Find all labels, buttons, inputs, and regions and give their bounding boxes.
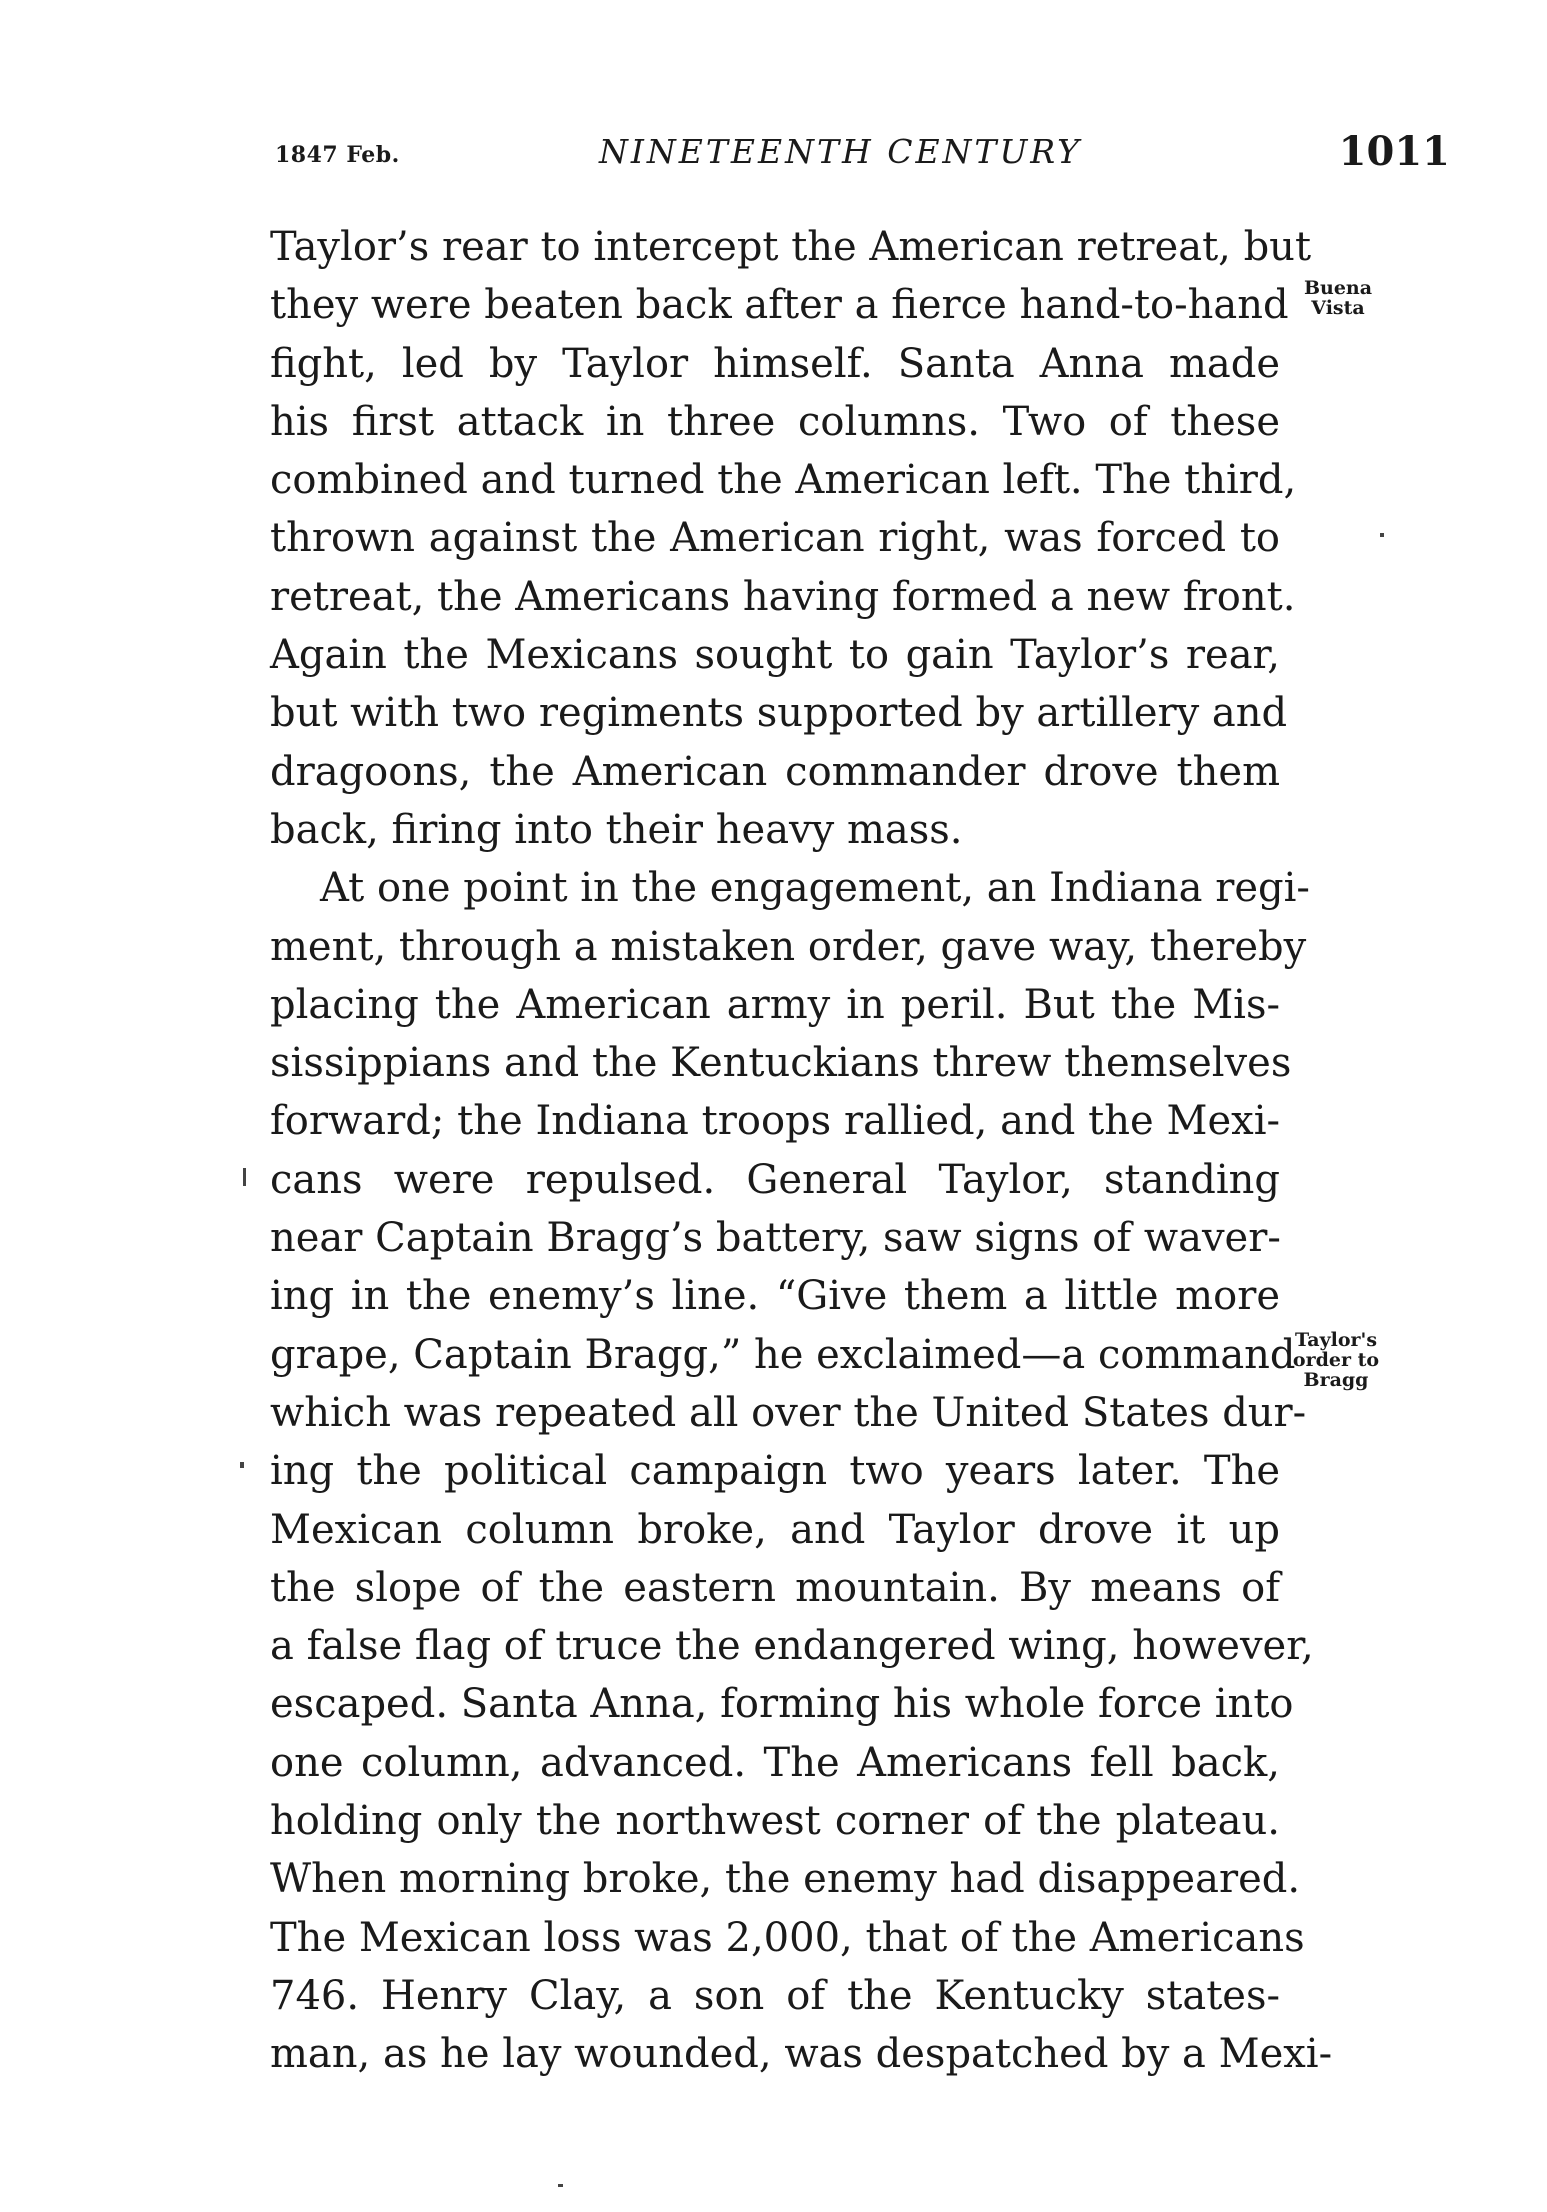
text-line: his first attack in three columns. Two of these [270,398,1280,445]
text-line: At one point in the engagement, an Indiana regi- [320,865,1310,912]
print-speck [558,2184,563,2187]
text-line: 746. Henry Clay, a son of the Kentucky states- [270,1972,1280,2019]
text-line: Mexican column broke, and Taylor drove it up [270,1506,1280,1553]
text-line: combined and turned the American left. The third, [270,457,1297,504]
text-line: a false flag of truce the endangered wing, however, [270,1623,1314,1670]
marginal-note-taylors-order [1290,1330,1382,1390]
page-number: 1011 [1338,128,1450,175]
running-head [275,128,1450,178]
header-date: 1847 Feb. [275,142,400,168]
text-line: thrown against the American right, was forced to [270,515,1280,562]
text-line: Taylor’s rear to intercept the American retreat, but [270,224,1312,270]
text-line: forward; the Indiana troops rallied, and the Mexi- [270,1098,1280,1145]
text-line: placing the American army in peril. But the Mis- [270,981,1280,1028]
print-speck [1380,533,1384,537]
marginal-note-line: Bragg [1303,1369,1369,1391]
text-line: When morning broke, the enemy had disappeared. [270,1856,1301,1903]
text-line: holding only the northwest corner of the plateau. [270,1798,1280,1845]
body-text [270,218,1333,2084]
text-line: the slope of the eastern mountain. By means of [270,1564,1280,1611]
text-line: ing the political campaign two years later. The [270,1448,1280,1495]
text-line: cans were repulsed. General Taylor, standing [270,1156,1280,1203]
marginal-note-line: Vista [1311,297,1365,319]
text-line: back, firing into their heavy mass. [270,806,963,853]
text-line: The Mexican loss was 2,000, that of the Americans [270,1914,1305,1961]
text-line: dragoons, the American commander drove them [270,748,1280,795]
text-line: retreat, the Americans having formed a new front. [270,573,1296,620]
text-line: ing in the enemy’s line. “Give them a little more [270,1273,1280,1320]
text-line: near Captain Bragg’s battery, saw signs of waver- [270,1215,1281,1262]
marginal-note-line: Buena [1303,277,1373,299]
text-line: they were beaten back after a fierce hand-to-hand [270,282,1289,329]
marginal-note-line: Taylor's [1294,1329,1378,1351]
print-speck [240,1462,244,1468]
text-line: Again the Mexicans sought to gain Taylor’s rear, [270,632,1280,679]
paragraph-2 [270,859,1333,2083]
print-speck [243,1168,246,1186]
header-title: NINETEENTH CENTURY [599,132,1082,171]
text-line: which was repeated all over the United States dur- [270,1389,1307,1436]
text-line: escaped. Santa Anna, forming his whole force into [270,1681,1294,1728]
text-line: one column, advanced. The Americans fell back, [270,1739,1280,1786]
paragraph-1 [270,218,1312,859]
text-line: fight, led by Taylor himself. Santa Anna made [270,340,1280,387]
text-line: man, as he lay wounded, was despatched by a Mexi- [270,2031,1333,2078]
text-line: but with two regiments supported by artillery and [270,690,1288,737]
marginal-note-buena-vista [1292,278,1384,318]
text-line: grape, Captain Bragg,” he exclaimed—a command [270,1331,1296,1378]
text-line: sissippians and the Kentuckians threw themselves [270,1040,1292,1087]
marginal-note-line: order to [1292,1349,1380,1371]
text-line: ment, through a mistaken order, gave way, thereby [270,923,1307,970]
